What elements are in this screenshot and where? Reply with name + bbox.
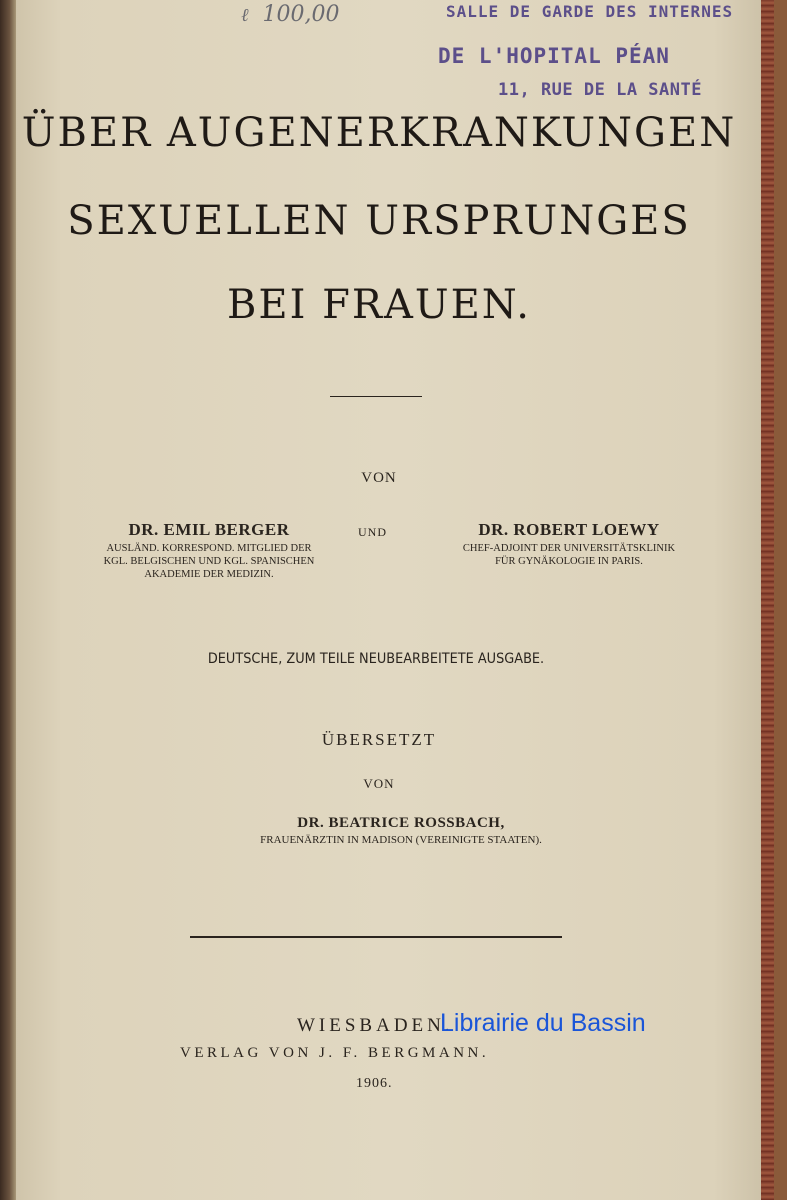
author-1-affiliation-3: AKADEMIE DER MEDIZIN. <box>144 569 274 580</box>
author-1-affiliation-1: AUSLÄND. KORRESPOND. MITGLIED DER <box>106 543 312 554</box>
title-divider <box>330 396 422 397</box>
imprint-city: WIESBADEN. <box>297 1015 454 1036</box>
imprint-publisher: VERLAG VON J. F. BERGMANN. <box>180 1045 490 1061</box>
stamp-line-3: 11, RUE DE LA SANTÉ <box>498 80 702 100</box>
translator-affiliation: FRAUENÄRZTIN IN MADISON (VEREINIGTE STAATEN). <box>260 834 542 846</box>
seller-watermark: Librairie du Bassin <box>440 1009 646 1037</box>
author-1 <box>44 520 374 581</box>
author-2-name: DR. ROBERT LOEWY <box>478 520 660 539</box>
author-1-name: DR. EMIL BERGER <box>128 520 290 539</box>
title-line-2: SEXUELLEN URSPRUNGES <box>67 198 691 244</box>
handwritten-price: ℓ 100,00 <box>241 2 340 27</box>
page-edge-binding <box>761 0 774 1200</box>
title-page <box>16 0 774 1200</box>
title-line-1: ÜBER AUGENERKRANKUNGEN <box>21 110 737 156</box>
author-2-affiliation-2: FÜR GYNÄKOLOGIE IN PARIS. <box>495 556 643 567</box>
stamp-line-1: SALLE DE GARDE DES INTERNES <box>446 2 734 21</box>
translated-label: ÜBERSETZT <box>321 730 437 749</box>
book-spine-shadow <box>0 0 16 1200</box>
conjunction: UND <box>358 525 387 539</box>
imprint-divider <box>190 936 562 938</box>
author-1-affiliation-2: KGL. BELGISCHEN UND KGL. SPANISCHEN <box>103 556 315 567</box>
translator-name: DR. BEATRICE ROSSBACH, <box>297 815 505 831</box>
author-2 <box>404 520 734 568</box>
imprint-year: 1906. <box>356 1076 393 1091</box>
title-line-3: BEI FRAUEN. <box>227 282 531 328</box>
by-label: VON <box>361 470 397 486</box>
translator <box>206 815 596 847</box>
translated-by-label: VON <box>363 776 395 791</box>
stamp-line-2: DE L'HOPITAL PÉAN <box>438 44 670 68</box>
edition-note: DEUTSCHE, ZUM TEILE NEUBEARBEITETE AUSGABE. <box>207 651 545 667</box>
author-2-affiliation-1: CHEF-ADJOINT DER UNIVERSITÄTSKLINIK <box>462 543 676 554</box>
